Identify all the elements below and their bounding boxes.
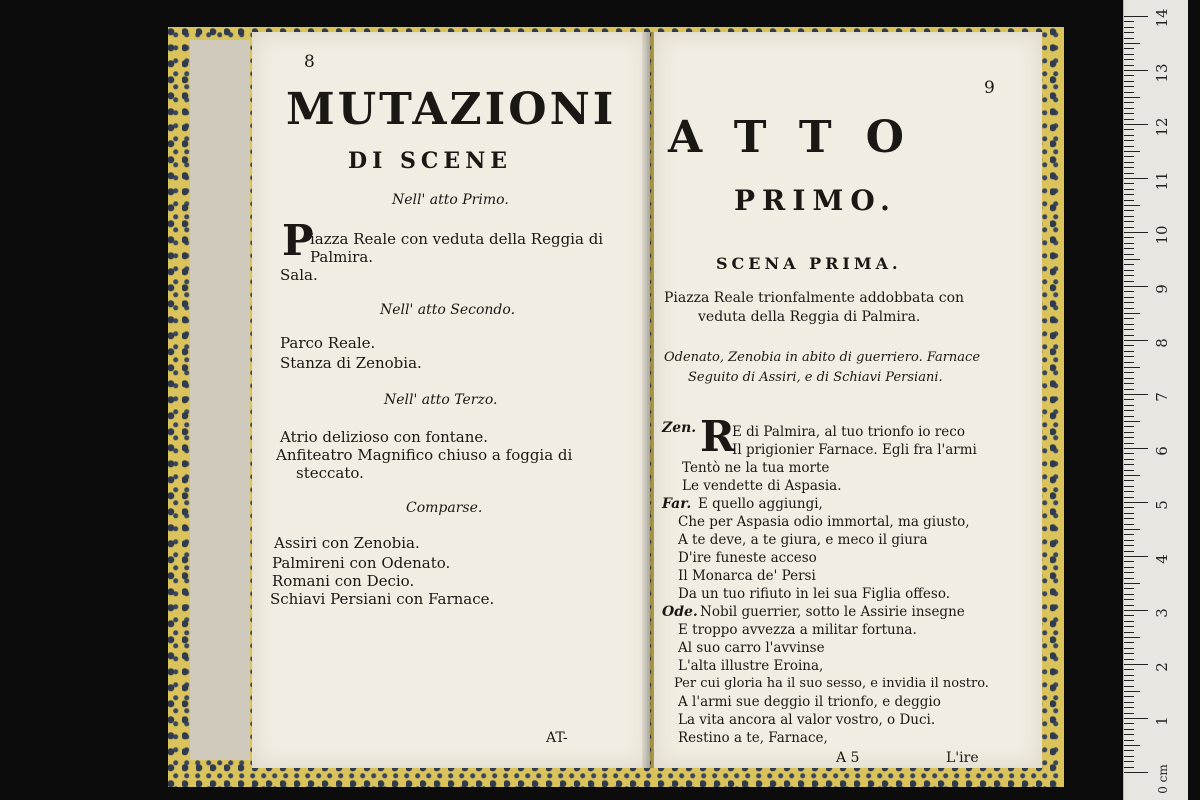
ruler-tick (1124, 507, 1134, 508)
ruler-tick (1124, 416, 1134, 417)
ruler-tick (1124, 394, 1148, 395)
ruler-tick (1124, 102, 1134, 103)
ruler-tick (1124, 302, 1134, 303)
dialogue-line-1: E di Palmira, al tuo trionfo io reco (732, 424, 965, 440)
ruler-tick (1124, 702, 1134, 703)
ruler-tick (1124, 475, 1140, 476)
right-catchword: L'ire (946, 750, 979, 766)
ruler-tick (1124, 551, 1134, 552)
act3-line-2: Anfiteatro Magnifico chiuso a foggia di (276, 446, 573, 464)
ruler-tick (1124, 448, 1148, 449)
act3-line-3: steccato. (296, 464, 364, 482)
setting-line-1: Piazza Reale trionfalmente addobbata con (664, 290, 965, 306)
ruler-tick (1124, 740, 1134, 741)
ruler-tick (1124, 615, 1134, 616)
ruler-number: 11 (1153, 171, 1171, 191)
left-catchword: AT- (546, 730, 568, 746)
cast-line-1: Odenato, Zenobia in abito di guerriero. Farnace (664, 350, 981, 365)
signature-mark: A 5 (836, 750, 860, 766)
ruler-tick (1124, 675, 1134, 676)
ruler-tick (1124, 389, 1134, 390)
act2-line-1: Parco Reale. (280, 334, 376, 352)
ruler-tick (1124, 669, 1134, 670)
ruler-tick (1124, 286, 1148, 287)
zen-dropcap: R (700, 412, 735, 461)
ruler-tick (1124, 453, 1134, 454)
dialogue-line-10: Da un tuo rifiuto in lei sua Figlia offeso. (678, 586, 950, 602)
ruler-tick (1124, 38, 1134, 39)
ruler-number: 2 (1153, 662, 1171, 672)
ruler-tick (1124, 232, 1148, 233)
ruler-tick (1124, 626, 1134, 627)
ruler-tick (1124, 351, 1134, 352)
ruler-tick (1124, 534, 1134, 535)
comparse-line-4: Schiavi Persiani con Farnace. (270, 590, 495, 608)
dialogue-line-7: A te deve, a te giura, e meco il giura (678, 532, 928, 548)
ruler-tick (1124, 124, 1148, 125)
speaker-ode: Ode. (662, 604, 698, 620)
ruler-tick (1124, 183, 1134, 184)
ruler-tick (1124, 405, 1134, 406)
ruler-tick (1124, 205, 1140, 206)
ruler-tick (1124, 729, 1134, 730)
ruler-tick (1124, 572, 1134, 573)
ruler-tick (1124, 588, 1134, 589)
ruler-tick (1124, 140, 1134, 141)
ruler-tick (1124, 567, 1134, 568)
dialogue-line-14: L'alta illustre Eroina, (678, 658, 824, 674)
ruler-tick (1124, 146, 1134, 147)
ruler-tick (1124, 92, 1134, 93)
dialogue-line-8: D'ire funeste acceso (678, 550, 817, 566)
ruler-tick (1124, 723, 1134, 724)
ruler-tick (1124, 70, 1148, 71)
dialogue-line-2: Il prigionier Farnace. Egli fra l'armi (732, 442, 977, 458)
ruler-tick (1124, 43, 1140, 44)
ruler-tick (1124, 745, 1140, 746)
ruler-tick (1124, 173, 1134, 174)
ruler-tick (1124, 65, 1134, 66)
dialogue-line-18: Restino a te, Farnace, (678, 730, 828, 746)
ruler-tick (1124, 308, 1134, 309)
ruler-tick (1124, 648, 1134, 649)
ruler-tick (1124, 129, 1134, 130)
ruler-number: 5 (1153, 500, 1171, 510)
ruler-tick (1124, 642, 1134, 643)
ruler-number: 13 (1153, 63, 1171, 83)
ruler-tick (1124, 594, 1134, 595)
ruler-tick (1124, 275, 1134, 276)
ruler-tick (1124, 524, 1134, 525)
ruler-tick (1124, 583, 1140, 584)
ruler-number: 10 (1153, 225, 1171, 245)
ruler-tick (1124, 707, 1134, 708)
ruler-tick (1124, 410, 1134, 411)
ruler-tick (1124, 750, 1134, 751)
ruler-tick (1124, 421, 1140, 422)
ruler-number: 14 (1153, 8, 1171, 28)
ruler-tick (1124, 756, 1134, 757)
ruler-tick (1124, 545, 1134, 546)
left-page-subtitle: DI SCENE (348, 148, 513, 174)
ruler-tick (1124, 194, 1134, 195)
ruler-unit-label: 0 cm (1155, 764, 1170, 794)
act1-heading: Nell' atto Primo. (392, 192, 509, 208)
ruler-number: 6 (1153, 446, 1171, 456)
ruler-tick (1124, 632, 1134, 633)
ruler-tick (1124, 497, 1134, 498)
act3-line-1: Atrio delizioso con fontane. (280, 428, 489, 446)
ruler-tick (1124, 237, 1134, 238)
ruler-tick (1124, 686, 1134, 687)
ruler-tick (1124, 108, 1134, 109)
comparse-line-1: Assiri con Zenobia. (274, 534, 420, 552)
ruler-tick (1124, 113, 1134, 114)
comparse-line-3: Romani con Decio. (272, 572, 415, 590)
ruler-tick (1124, 480, 1134, 481)
right-page (654, 32, 1042, 768)
ruler-tick (1124, 426, 1134, 427)
ruler-tick (1124, 556, 1148, 557)
dialogue-line-15: Per cui gloria ha il suo sesso, e invidia il nostro. (674, 676, 989, 691)
right-page-subtitle: PRIMO. (734, 184, 897, 217)
ruler-tick (1124, 718, 1148, 719)
cast-line-2: Seguito di Assiri, e di Schiavi Persiani. (688, 370, 943, 385)
ruler-tick (1124, 378, 1134, 379)
comparse-heading: Comparse. (406, 500, 483, 516)
ruler-tick (1124, 21, 1134, 22)
ruler-tick (1124, 653, 1134, 654)
ruler-tick (1124, 383, 1134, 384)
ruler-tick (1124, 335, 1134, 336)
ruler-tick (1124, 691, 1140, 692)
ruler-tick (1124, 151, 1140, 152)
ruler-tick (1124, 621, 1134, 622)
scene-heading: SCENA PRIMA. (716, 254, 902, 273)
left-page-title: MUTAZIONI (286, 84, 617, 135)
comparse-line-2: Palmireni con Odenato. (272, 554, 451, 572)
ruler-number: 1 (1153, 716, 1171, 726)
ruler-number: 4 (1153, 554, 1171, 564)
setting-line-2: veduta della Reggia di Palmira. (698, 309, 921, 325)
ruler-tick (1124, 491, 1134, 492)
right-page-title: ATTO (668, 112, 938, 163)
act2-line-2: Stanza di Zenobia. (280, 354, 422, 372)
ruler-tick (1124, 356, 1134, 357)
ruler-tick (1124, 313, 1140, 314)
ruler-tick (1124, 291, 1134, 292)
ruler-tick (1124, 167, 1134, 168)
ruler-tick (1124, 324, 1134, 325)
act3-heading: Nell' atto Terzo. (384, 392, 498, 408)
ruler-tick (1124, 578, 1134, 579)
ruler-tick (1124, 680, 1134, 681)
ruler-tick (1124, 610, 1148, 611)
ruler-tick (1124, 372, 1134, 373)
ruler-tick (1124, 318, 1134, 319)
ruler-tick (1124, 210, 1134, 211)
ruler-tick (1124, 297, 1134, 298)
ruler-tick (1124, 340, 1148, 341)
ruler-tick (1124, 119, 1134, 120)
ruler-tick (1124, 162, 1134, 163)
ruler-tick (1124, 486, 1134, 487)
ruler-tick (1124, 221, 1134, 222)
ruler-tick (1124, 32, 1134, 33)
dialogue-line-11: Nobil guerrier, sotto le Assirie insegne (700, 604, 965, 620)
ruler-tick (1124, 86, 1134, 87)
ruler-tick (1124, 259, 1140, 260)
ruler-tick (1124, 432, 1134, 433)
ruler-tick (1124, 254, 1134, 255)
ruler-tick (1124, 135, 1134, 136)
dialogue-line-12: E troppo avvezza a militar fortuna. (678, 622, 917, 638)
ruler-tick (1124, 54, 1134, 55)
speaker-far: Far. (662, 496, 692, 512)
ruler-tick (1124, 189, 1134, 190)
ruler-tick (1124, 216, 1134, 217)
ruler-number: 8 (1153, 338, 1171, 348)
ruler-tick (1124, 156, 1134, 157)
ruler-number: 7 (1153, 392, 1171, 402)
ruler-tick (1124, 513, 1134, 514)
ruler-tick (1124, 48, 1134, 49)
endpaper-strip (190, 40, 250, 760)
left-page (252, 32, 650, 768)
dialogue-line-13: Al suo carro l'avvinse (678, 640, 825, 656)
dialogue-line-9: Il Monarca de' Persi (678, 568, 816, 584)
ruler-tick (1124, 502, 1148, 503)
dialogue-line-16: A l'armi sue deggio il trionfo, e deggio (678, 694, 941, 710)
ruler-tick (1124, 227, 1134, 228)
ruler-tick (1124, 664, 1148, 665)
dialogue-line-17: La vita ancora al valor vostro, o Duci. (678, 712, 936, 728)
ruler-number: 12 (1153, 117, 1171, 137)
dialogue-line-3: Tentò ne la tua morte (682, 460, 830, 476)
ruler-tick (1124, 399, 1134, 400)
ruler-tick (1124, 75, 1134, 76)
act1-line-1: iazza Reale con veduta della Reggia di (310, 230, 604, 248)
ruler-tick (1124, 27, 1134, 28)
right-page-number: 9 (984, 78, 995, 98)
ruler-tick (1124, 459, 1134, 460)
ruler-tick (1124, 518, 1134, 519)
ruler-tick (1124, 329, 1134, 330)
ruler-tick (1124, 362, 1134, 363)
ruler-tick (1124, 767, 1134, 768)
ruler-tick (1124, 637, 1140, 638)
ruler-tick (1124, 270, 1134, 271)
dialogue-line-6: Che per Aspasia odio immortal, ma giusto, (678, 514, 970, 530)
ruler-tick (1124, 561, 1134, 562)
act1-line-3: Sala. (280, 266, 318, 284)
ruler-tick (1124, 59, 1134, 60)
ruler-tick (1124, 97, 1140, 98)
ruler-tick (1124, 540, 1134, 541)
ruler-tick (1124, 772, 1148, 773)
ruler-tick (1124, 367, 1140, 368)
act1-dropcap: P (282, 216, 314, 265)
ruler-tick (1124, 200, 1134, 201)
ruler-tick (1124, 16, 1148, 17)
ruler-tick (1124, 81, 1134, 82)
ruler-tick (1124, 443, 1134, 444)
dialogue-line-4: Le vendette di Aspasia. (682, 478, 842, 494)
ruler-number: 3 (1153, 608, 1171, 618)
ruler-tick (1124, 248, 1134, 249)
ruler-tick (1124, 243, 1134, 244)
ruler-tick (1124, 281, 1134, 282)
ruler-tick (1124, 464, 1134, 465)
ruler-tick (1124, 761, 1134, 762)
left-page-number: 8 (304, 52, 315, 72)
ruler-tick (1124, 696, 1134, 697)
act2-heading: Nell' atto Secondo. (380, 302, 516, 318)
ruler-tick (1124, 264, 1134, 265)
ruler-tick (1124, 178, 1148, 179)
ruler-tick (1124, 659, 1134, 660)
dialogue-line-5: E quello aggiungi, (698, 496, 823, 512)
ruler-tick (1124, 345, 1134, 346)
act1-line-2: Palmira. (310, 248, 374, 266)
ruler-tick (1124, 599, 1134, 600)
ruler-tick (1124, 605, 1134, 606)
ruler-tick (1124, 529, 1140, 530)
ruler-number: 9 (1153, 284, 1171, 294)
ruler-tick (1124, 470, 1134, 471)
ruler-tick (1124, 734, 1134, 735)
speaker-zen: Zen. (662, 420, 697, 436)
ruler-tick (1124, 713, 1134, 714)
scale-ruler (1123, 0, 1188, 800)
ruler-tick (1124, 437, 1134, 438)
